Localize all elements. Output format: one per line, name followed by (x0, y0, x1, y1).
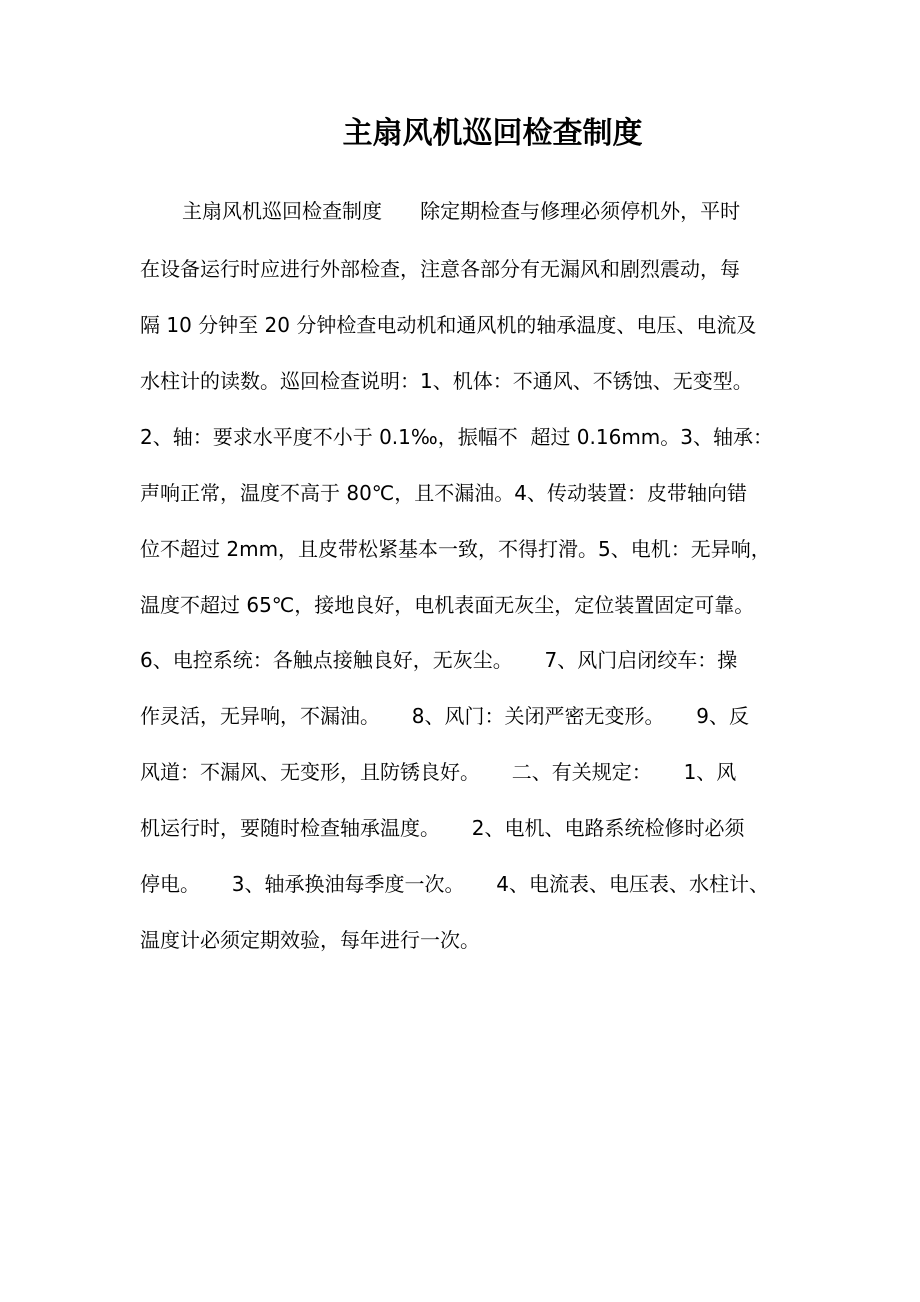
body-text-line: 在设备运行时应进行外部检查，注意各部分有无漏风和剧烈震动，每 (140, 257, 740, 281)
body-text-line: 隔 10 分钟至 20 分钟检查电动机和通风机的轴承温度、电压、电流及 (140, 313, 757, 337)
body-text-line: 主扇风机巡回检查制度 除定期检查与修理必须停机外，平时 (182, 199, 741, 223)
body-text-line: 作灵活，无异响，不漏油。 8、风门：关闭严密无变形。 9、反 (140, 704, 750, 728)
body-text-line: 风道：不漏风、无变形，且防锈良好。 二、有关规定： 1、风 (140, 760, 737, 784)
body-text-line: 声响正常，温度不高于 80℃，且不漏油。4、传动装置：皮带轴向错 (140, 481, 747, 505)
body-text-line: 水柱计的读数。巡回检查说明：1、机体：不通风、不锈蚀、无变型。 (140, 369, 753, 393)
body-text-line: 位不超过 2mm，且皮带松紧基本一致，不得打滑。5、电机：无异响， (140, 537, 771, 561)
body-text-line: 停电。 3、轴承换油每季度一次。 4、电流表、电压表、水柱计、 (140, 872, 770, 896)
body-text-line: 温度计必须定期效验，每年进行一次。 (140, 928, 480, 952)
body-text-line: 6、电控系统：各触点接触良好，无灰尘。 7、风门启闭绞车：操 (140, 648, 738, 672)
document-title: 主扇风机巡回检查制度 (342, 116, 643, 151)
body-text-line: 2、轴：要求水平度不小于 0.1‰，振幅不 超过 0.16mm。3、轴承： (140, 425, 774, 449)
body-text-line: 温度不超过 65℃，接地良好，电机表面无灰尘，定位装置固定可靠。 (140, 593, 755, 617)
body-text-line: 机运行时，要随时检查轴承温度。 2、电机、电路系统检修时必须 (140, 816, 745, 840)
